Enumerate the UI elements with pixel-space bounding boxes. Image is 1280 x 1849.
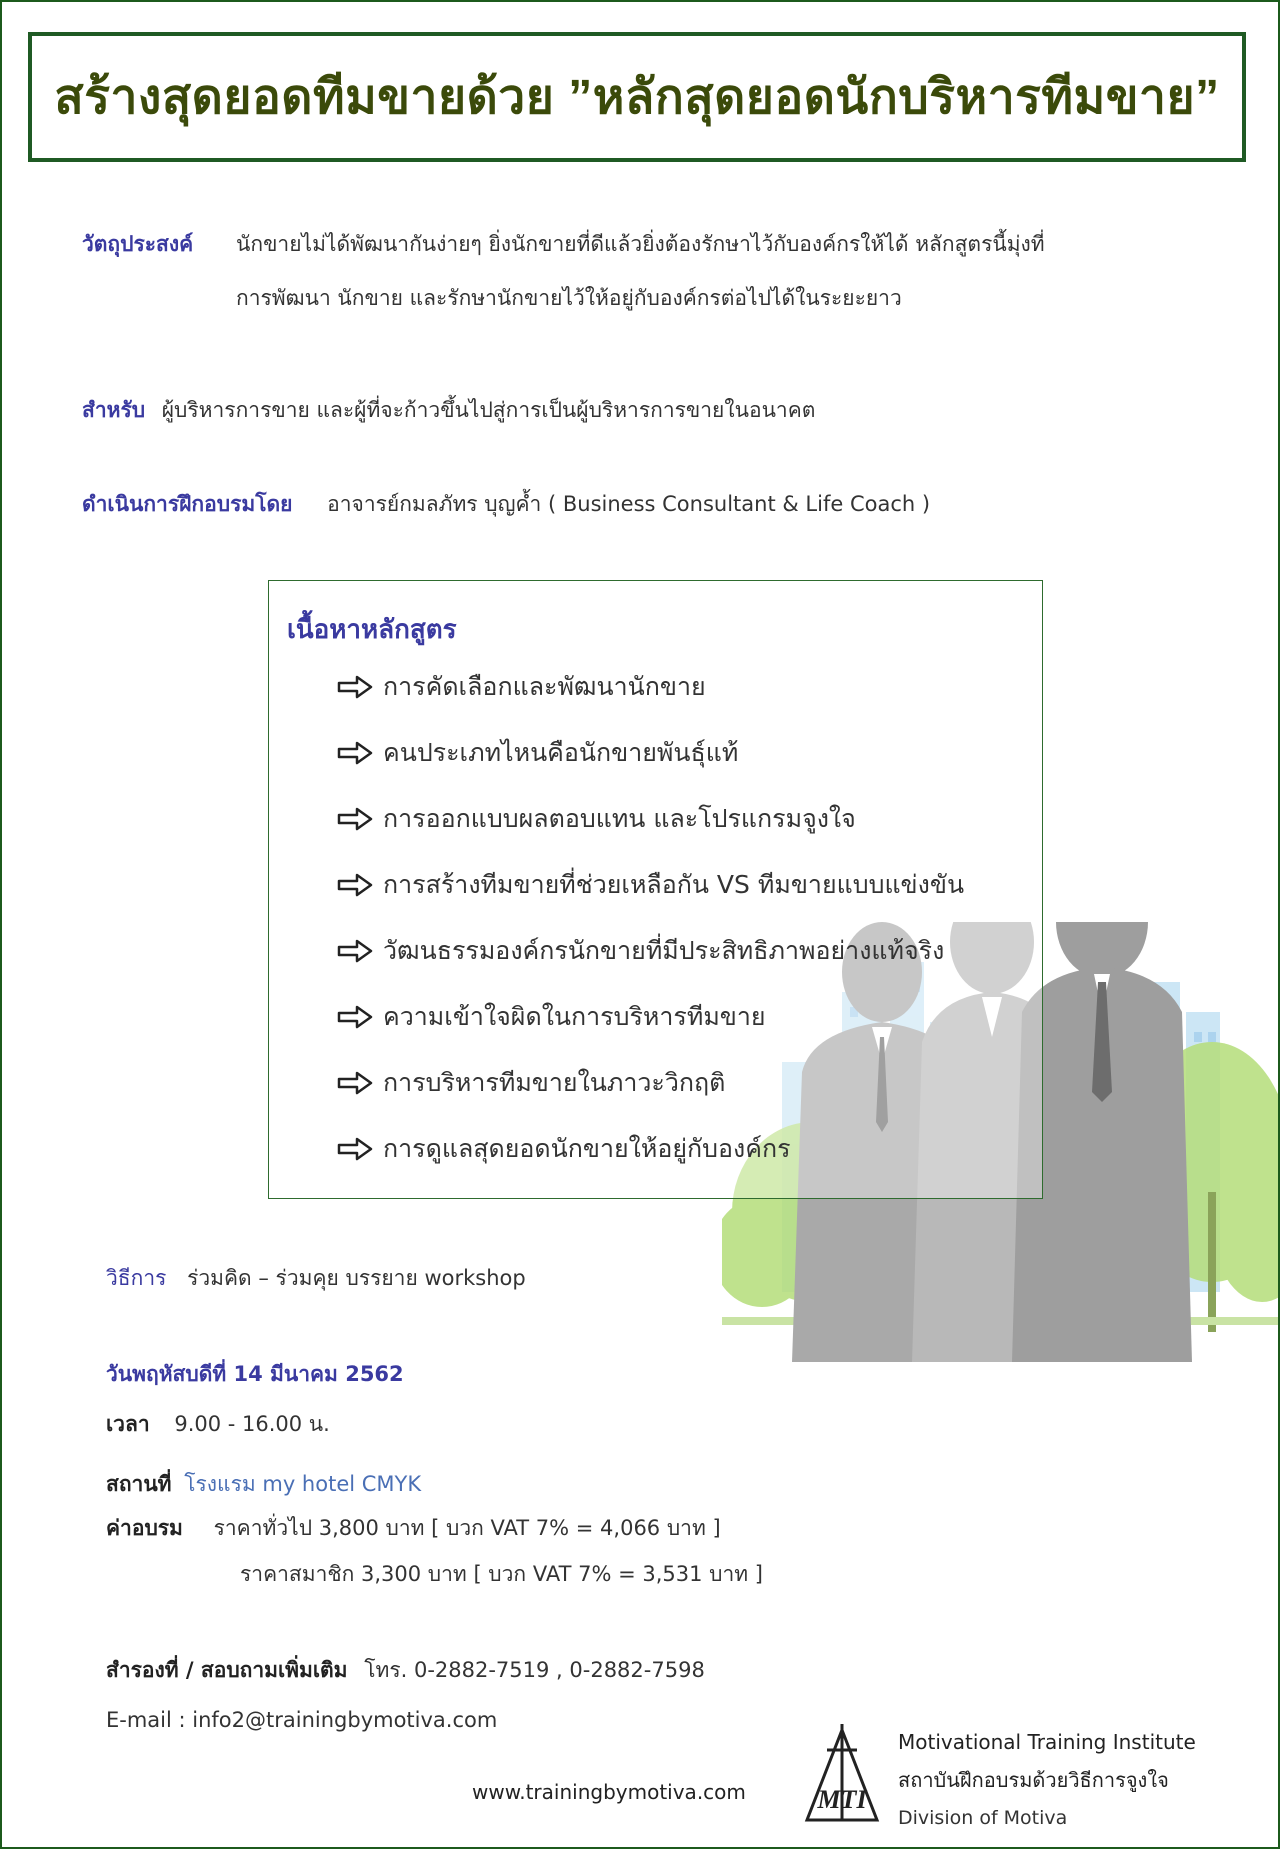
venue-row [106,1470,421,1498]
arrow-right-icon [337,1005,373,1029]
fee-row [106,1514,721,1542]
arrow-right-icon [337,939,373,963]
contact-email: E-mail : info2@trainingbymotiva.com [106,1708,498,1732]
logo-text: MTI [817,1785,867,1814]
arrow-right-icon [337,1071,373,1095]
fee-general: ราคาทั่วไป 3,800 บาท [ บวก VAT 7% = 4,066 บาท ] [213,1516,721,1540]
content-item [337,865,964,905]
audience-row [82,396,815,424]
objective-line-1: นักขายไม่ได้พัฒนากันง่ายๆ ยิ่งนักขายที่ดีแล้วยิ่งต้องรักษาไว้กับองค์กรให้ได้ หลักสูตรนี้มุ่งที่ [236,232,1045,256]
content-item-label: การคัดเลือกและพัฒนานักขาย [383,672,706,701]
page-title: สร้างสุดยอดทีมขายด้วย ”หลักสุดยอดนักบริหารทีมขาย” [54,71,1220,124]
org-name-en: Motivational Training Institute [898,1730,1196,1754]
method-row [106,1264,526,1292]
event-date: วันพฤหัสบดีที่ 14 มีนาคม 2562 [106,1362,404,1386]
content-item-label: การออกแบบผลตอบแทน และโปรแกรมจูงใจ [383,804,856,833]
venue-label: สถานที่ [106,1472,172,1496]
arrow-right-icon [337,807,373,831]
fee-member: ราคาสมาชิก 3,300 บาท [ บวก VAT 7% = 3,531 บาท ] [240,1562,763,1586]
method-text: ร่วมคิด – ร่วมคุย บรรยาย workshop [187,1266,526,1290]
arrow-right-icon [337,1137,373,1161]
arrow-right-icon [337,741,373,765]
content-item [337,799,856,839]
method-label: วิธีการ [106,1266,167,1290]
trainer-label: ดำเนินการฝึกอบรมโดย [82,492,293,516]
content-item [337,1129,791,1169]
content-item-label: การสร้างทีมขายที่ช่วยเหลือกัน VS ทีมขายแบบแข่งขัน [383,870,965,899]
content-item-label: คนประเภทไหนคือนักขายพันธุ์แท้ [383,738,739,767]
content-title: เนื้อหาหลักสูตร [287,615,457,645]
content-item-label: การดูแลสุดยอดนักขายให้อยู่กับองค์กร [383,1134,791,1163]
time-row [106,1410,330,1438]
content-item [337,997,766,1037]
time-text: 9.00 - 16.00 น. [174,1412,330,1436]
arrow-right-icon [337,675,373,699]
content-item-label: การบริหารทีมขายในภาวะวิกฤติ [383,1068,726,1097]
venue-text: โรงแรม my hotel CMYK [184,1472,422,1496]
objective-label-wrap [82,230,193,258]
objective-label: วัตถุประสงค์ [82,232,194,256]
objective-line-2: การพัฒนา นักขาย และรักษานักขายไว้ให้อยู่กับองค์กรต่อไปได้ในระยะยาว [236,286,902,310]
content-item [337,1063,725,1103]
org-name-th: สถาบันฝึกอบรมด้วยวิธีการจูงใจ [898,1768,1169,1792]
arrow-right-icon [337,873,373,897]
time-label: เวลา [106,1412,150,1436]
content-item [337,931,944,971]
mti-logo-icon [797,1720,887,1830]
contact-row [106,1656,705,1684]
content-item [337,667,706,707]
content-item [337,733,738,773]
trainer-text: อาจารย์กมลภัทร บุญค้ำ ( Business Consultant & Life Coach ) [327,492,931,516]
contact-label: สำรองที่ / สอบถามเพิ่มเติม [106,1658,348,1682]
website-link[interactable]: www.trainingbymotiva.com [472,1780,746,1804]
trainer-row [82,490,930,518]
contact-phone: โทร. 0-2882-7519 , 0-2882-7598 [364,1658,705,1682]
content-item-label: ความเข้าใจผิดในการบริหารทีมขาย [383,1002,766,1031]
course-content-box [268,580,1043,1199]
audience-text: ผู้บริหารการขาย และผู้ที่จะก้าวขึ้นไปสู่การเป็นผู้บริหารการขายในอนาคต [161,398,816,422]
content-item-label: วัฒนธรรมองค์กรนักขายที่มีประสิทธิภาพอย่างแท้จริง [383,936,945,965]
audience-label: สำหรับ [82,398,146,422]
org-division: Division of Motiva [898,1807,1068,1829]
title-banner [28,32,1246,162]
fee-label: ค่าอบรม [106,1516,183,1540]
